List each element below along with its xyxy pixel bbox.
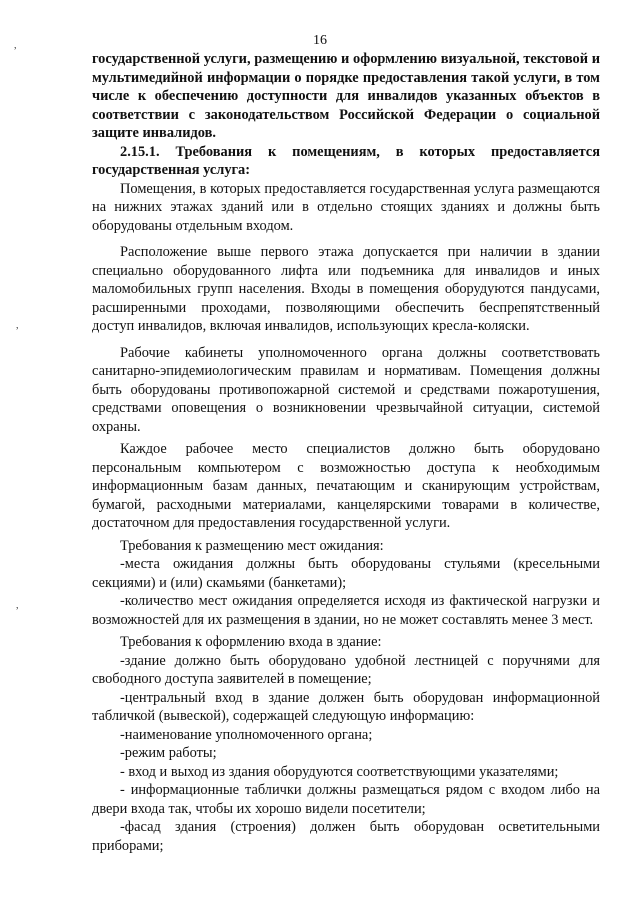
list-item: - вход и выход из здания оборудуются соответствующими указателями; — [120, 763, 559, 780]
list-item: -места ожидания должны быть оборудованы стульями (кресельными секциями) и (или) скамьями (банкетами); — [92, 556, 600, 591]
list-item: -количество мест ожидания определяется исходя из фактической нагрузки и возможностей для их размещения в здании, но не может составлять менее 3 мест. — [92, 593, 600, 628]
heading-continuation: государственной услуги, размещению и оформлению визуальной, текстовой и мультимедийной информации о порядке предоставления такой услуги, в том числе к обеспечению доступности для инвалидов указанных объектов в соответствии с законодательством Российской Федерации о социальной защите инвалидов. — [92, 51, 600, 141]
list-item: -фасад здания (строения) должен быть оборудован осветительными приборами; — [92, 819, 600, 854]
paragraph: Расположение выше первого этажа допускается при наличии в здании специально оборудованного лифта или подъемника для инвалидов и иных маломобильных групп населения. Входы в помещения оборудуются пандусами, расширенными проходами, позволяющими обеспечить беспрепятственный доступ инвалидов, включая инвалидов, использующих кресла-коляски. — [92, 244, 600, 334]
paragraph: Требования к оформлению входа в здание: — [120, 634, 382, 650]
paragraph: Требования к размещению мест ожидания: — [120, 537, 384, 554]
list-item: -режим работы; — [120, 745, 217, 761]
list-item: - информационные таблички должны размещаться рядом с входом либо на двери входа так, чтобы их хорошо видели посетители; — [92, 782, 600, 817]
paragraph: Помещения, в которых предоставляется государственная услуга размещаются на нижних этажах зданий или в отдельно стоящих зданиях и должны быть оборудованы отдельным входом. — [92, 180, 600, 234]
margin-mark: , — [14, 40, 17, 51]
list-item: -здание должно быть оборудовано удобной лестницей с поручнями для свободного доступа заявителей в помещение; — [92, 652, 600, 687]
paragraph: Каждое рабочее место специалистов должно быть оборудовано персональным компьютером с возможностью доступа к необходимым информационным базам данных, печатающим и сканирующим устройствам, бумагой, расходными материалами, канцелярскими товарами в количестве, достаточном для предоставления государственной услуги. — [92, 441, 600, 531]
list-item: -наименование уполномоченного органа; — [120, 726, 373, 743]
paragraph: Рабочие кабинеты уполномоченного органа должны соответствовать санитарно-эпидемиологическим правилам и нормативам. Помещения должны быть оборудованы противопожарной системой и средствами пожаротушения, средствами оповещения о возникновении чрезвычайной ситуации, системой охраны. — [92, 344, 600, 435]
page-number: 16 — [313, 33, 327, 48]
list-item: -центральный вход в здание должен быть оборудован информационной табличкой (вывеской), содержащей следующую информацию: — [92, 689, 600, 724]
section-heading: 2.15.1. Требования к помещениям, в которых предоставляется государственная услуга: — [92, 143, 600, 178]
document-body — [92, 50, 600, 855]
margin-mark: , — [16, 320, 19, 331]
margin-mark: , — [16, 600, 19, 611]
